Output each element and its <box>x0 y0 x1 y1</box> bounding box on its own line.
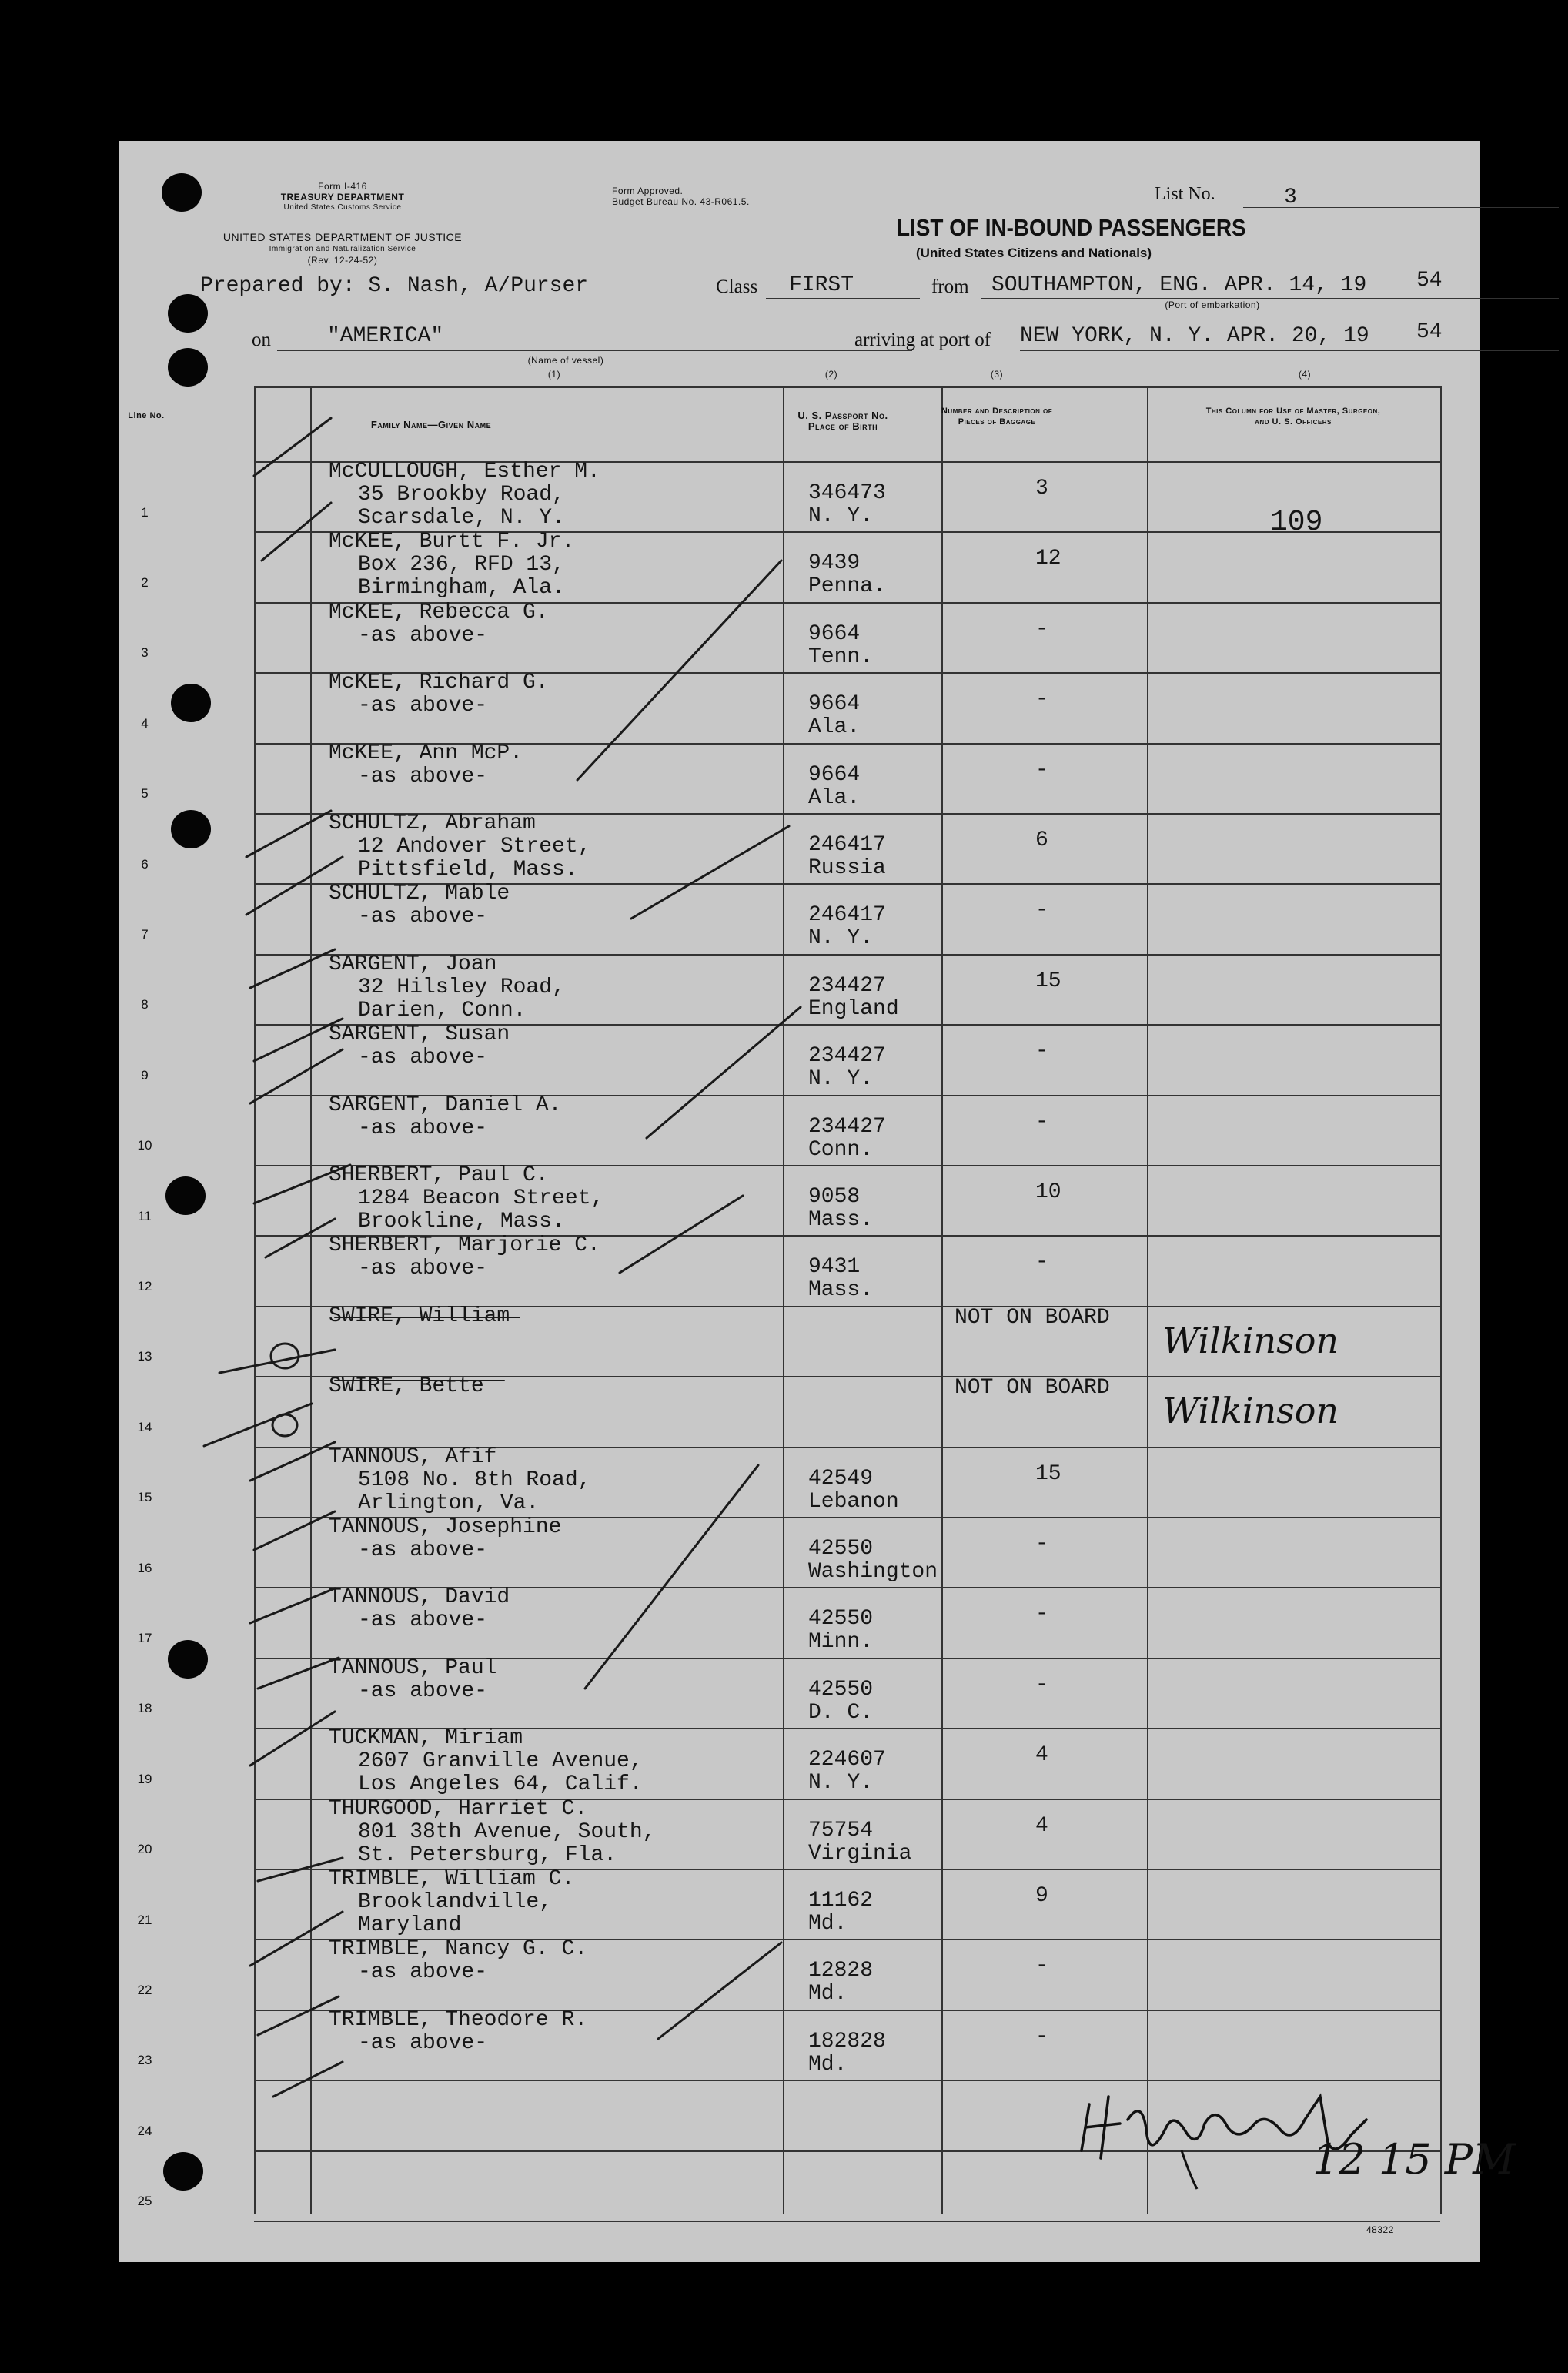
check-mark <box>631 826 789 919</box>
line-number: 22 <box>137 1983 152 1998</box>
check-mark <box>577 561 781 780</box>
place-of-birth: N. Y. <box>808 926 874 951</box>
line-number: 9 <box>141 1067 149 1083</box>
passenger-address: 2607 Granville Avenue, <box>358 1749 643 1774</box>
form-revision: (Rev. 12-24-52) <box>307 255 378 266</box>
document-page <box>119 141 1516 2262</box>
check-mark <box>250 949 335 988</box>
place-of-birth: Penna. <box>808 574 886 599</box>
passenger-address: -as above- <box>358 905 488 929</box>
line-number: 16 <box>137 1560 152 1575</box>
check-mark <box>585 1465 758 1689</box>
check-mark <box>647 1007 801 1138</box>
passenger-name: TUCKMAN, Miriam <box>329 1726 523 1751</box>
passport-number: 75754 <box>808 1818 874 1843</box>
baggage-count: - <box>1035 899 1048 923</box>
place-of-birth: Lebanon <box>808 1489 899 1514</box>
baggage-count: 6 <box>1035 828 1048 852</box>
baggage-count: NOT ON BOARD <box>955 1376 1110 1401</box>
form-subtitle: (United States Citizens and Nationals) <box>916 246 1152 260</box>
passport-number: 11162 <box>808 1889 874 1913</box>
punch-hole <box>165 1176 206 1215</box>
baggage-count: - <box>1035 2024 1048 2049</box>
place-of-birth: Md. <box>808 2052 848 2077</box>
col-num-1: (1) <box>547 369 561 380</box>
passenger-address: -as above- <box>358 694 488 718</box>
passenger-address: Darien, Conn. <box>358 998 527 1022</box>
place-of-birth: Washington <box>808 1560 938 1584</box>
col-num-3: (3) <box>990 369 1004 380</box>
check-mark <box>254 1165 350 1203</box>
passport-number: 9664 <box>808 762 861 787</box>
passenger-name: TANNOUS, Josephine <box>329 1515 562 1539</box>
line-number: 11 <box>138 1208 152 1223</box>
baggage-count: - <box>1035 1954 1048 1979</box>
baggage-count: - <box>1035 1602 1048 1627</box>
line-number: 10 <box>137 1138 152 1153</box>
punch-hole <box>162 173 202 212</box>
passenger-address: -as above- <box>358 1538 488 1562</box>
passenger-address: Brooklandville, <box>358 1890 553 1914</box>
check-mark <box>250 1049 343 1103</box>
line-number: 25 <box>137 2194 152 2209</box>
baggage-count: 9 <box>1035 1884 1048 1908</box>
line-number: 15 <box>137 1490 152 1505</box>
check-mark <box>258 1658 339 1689</box>
passport-number: 9439 <box>808 551 861 576</box>
baggage-count: 15 <box>1035 969 1061 993</box>
passenger-address: 5108 No. 8th Road, <box>358 1468 591 1492</box>
passenger-address: -as above- <box>358 1960 488 1985</box>
passenger-address: Pittsfield, Mass. <box>358 858 578 882</box>
passport-number: 12828 <box>808 1959 874 1983</box>
passenger-address: 32 Hilsley Road, <box>358 975 565 999</box>
check-mark <box>250 1912 343 1966</box>
vessel-name: "AMERICA" <box>327 324 444 348</box>
passenger-address: Scarsdale, N. Y. <box>358 506 565 530</box>
line-number: 12 <box>137 1279 152 1294</box>
line-number: 14 <box>137 1419 152 1434</box>
passenger-name: McKEE, Rebecca G. <box>329 600 549 624</box>
time-stamp: 12 15 PM <box>1312 2135 1516 2184</box>
passenger-name: SHERBERT, Paul C. <box>329 1163 549 1187</box>
form-number: Form I-416 <box>318 181 367 192</box>
passenger-address: Box 236, RFD 13, <box>358 553 565 577</box>
check-mark <box>254 418 331 476</box>
passenger-address: -as above- <box>358 764 488 788</box>
check-mark <box>620 1196 743 1273</box>
check-mark <box>258 1858 343 1881</box>
line-number: 20 <box>137 1842 152 1857</box>
passport-number: 234427 <box>808 1114 886 1139</box>
on-label: on <box>252 330 271 350</box>
passenger-address: 12 Andover Street, <box>358 835 591 858</box>
passenger-address: -as above- <box>358 2030 488 2055</box>
passenger-address: St. Petersburg, Fla. <box>358 1843 617 1867</box>
passport-number: 346473 <box>808 481 886 505</box>
passport-number: 9664 <box>808 692 861 717</box>
place-of-birth: Mass. <box>808 1208 874 1232</box>
from-value: SOUTHAMPTON, ENG. APR. 14, 19 <box>991 273 1367 297</box>
check-mark <box>246 857 343 915</box>
col-num-4: (4) <box>1298 369 1312 380</box>
circle-mark <box>272 1414 297 1436</box>
passenger-name: TANNOUS, Paul <box>329 1655 497 1680</box>
col-num-2: (2) <box>824 369 838 380</box>
passport-number: 9058 <box>808 1185 861 1209</box>
passenger-address: Arlington, Va. <box>358 1491 540 1515</box>
baggage-count: - <box>1035 688 1048 712</box>
from-label: from <box>931 276 969 297</box>
check-mark <box>254 1511 335 1550</box>
line-number: 18 <box>137 1701 152 1716</box>
check-mark <box>266 1219 335 1257</box>
place-of-birth: Md. <box>808 1912 848 1936</box>
place-of-birth: N. Y. <box>808 1067 874 1092</box>
col-header-name: Family Name—Given Name <box>370 419 492 430</box>
passenger-name: TRIMBLE, William C. <box>329 1867 575 1891</box>
justice-dept: UNITED STATES DEPARTMENT OF JUSTICE <box>222 231 463 243</box>
class-value: FIRST <box>789 273 854 297</box>
col-header-baggage: Number and Description of Pieces of Baggage <box>941 407 1053 427</box>
list-no-label: List No. <box>1155 184 1215 204</box>
budget-bureau: Budget Bureau No. 43-R061.5. <box>612 196 750 207</box>
passenger-name: THURGOOD, Harriet C. <box>329 1796 588 1821</box>
baggage-count: 10 <box>1035 1180 1061 1204</box>
passenger-name: McKEE, Burtt F. Jr. <box>329 530 575 554</box>
col-header-passport: U. S. Passport No. Place of Birth <box>797 410 888 432</box>
place-of-birth: N. Y. <box>808 1771 874 1796</box>
arrival-year: 54 <box>1416 320 1443 344</box>
officer-note: Wilkinson <box>1162 1390 1339 1432</box>
check-mark <box>250 1588 335 1623</box>
place-of-birth: Minn. <box>808 1630 874 1655</box>
passport-number: 9664 <box>808 621 861 646</box>
customs-service: United States Customs Service <box>283 203 402 212</box>
punch-hole <box>171 810 211 848</box>
punch-hole <box>163 2152 203 2191</box>
baggage-count: 4 <box>1035 1813 1048 1838</box>
baggage-count: - <box>1035 617 1048 641</box>
passenger-name: McCULLOUGH, Esther M. <box>329 460 600 484</box>
passport-number: 234427 <box>808 973 886 998</box>
check-mark <box>204 1404 312 1446</box>
passenger-address: Brookline, Mass. <box>358 1210 565 1233</box>
baggage-count: 15 <box>1035 1461 1061 1486</box>
passenger-name: TRIMBLE, Nancy G. C. <box>329 1937 588 1962</box>
check-mark <box>262 503 331 561</box>
place-of-birth: Tenn. <box>808 644 874 669</box>
place-of-birth: Russia <box>808 856 886 880</box>
passenger-address: -as above- <box>358 1679 488 1703</box>
passenger-address: -as above- <box>358 1116 488 1140</box>
form-approved: Form Approved. <box>612 186 684 196</box>
passenger-address: 801 38th Avenue, South, <box>358 1819 656 1844</box>
passport-number: 42550 <box>808 1537 874 1561</box>
passport-number: 224607 <box>808 1748 886 1772</box>
passenger-address: Maryland <box>358 1913 462 1937</box>
line-number: 3 <box>141 645 149 661</box>
passenger-name: TRIMBLE, Theodore R. <box>329 2007 588 2032</box>
form-title: LIST OF IN-BOUND PASSENGERS <box>897 214 1246 241</box>
passenger-name: SWIRE, William <box>329 1304 510 1328</box>
passenger-address: 1284 Beacon Street, <box>358 1186 604 1210</box>
ins-service: Immigration and Naturalization Service <box>269 245 416 253</box>
baggage-count: - <box>1035 1250 1048 1275</box>
place-of-birth: England <box>808 996 899 1021</box>
arrival-value: NEW YORK, N. Y. APR. 20, 19 <box>1020 324 1369 348</box>
place-of-birth: Md. <box>808 1982 848 2007</box>
check-mark <box>219 1350 335 1373</box>
check-mark <box>250 1442 335 1481</box>
arriving-label: arriving at port of <box>854 330 991 350</box>
punch-hole <box>168 294 208 333</box>
baggage-count: 12 <box>1035 547 1061 571</box>
place-of-birth: Ala. <box>808 715 861 740</box>
passenger-address: -as above- <box>358 1608 488 1633</box>
place-of-birth: D. C. <box>808 1700 874 1725</box>
passenger-name: SWIRE, Bette <box>329 1374 484 1399</box>
baggage-count: - <box>1035 1110 1048 1134</box>
pencil-marks <box>119 141 1480 2262</box>
line-number: 23 <box>137 2053 152 2068</box>
col-header-line: Line No. <box>128 411 165 420</box>
line-number: 7 <box>141 927 149 942</box>
passenger-name: McKEE, Richard G. <box>329 671 549 695</box>
line-number: 13 <box>137 1349 152 1364</box>
from-year: 54 <box>1416 269 1443 293</box>
line-number: 6 <box>141 856 149 872</box>
embark-caption: (Port of embarkation) <box>1165 300 1260 310</box>
footer-form-number: 48322 <box>1366 2224 1394 2235</box>
punch-hole <box>168 348 208 387</box>
officer-note: 109 <box>1270 506 1323 539</box>
passenger-address: Los Angeles 64, Calif. <box>358 1772 643 1797</box>
place-of-birth: N. Y. <box>808 504 874 528</box>
baggage-count: - <box>1035 1532 1048 1556</box>
passenger-name: TANNOUS, Afif <box>329 1444 497 1469</box>
passenger-address: -as above- <box>358 623 488 648</box>
passport-number: 246417 <box>808 903 886 928</box>
passenger-name: SCHULTZ, Mable <box>329 882 510 906</box>
place-of-birth: Mass. <box>808 1278 874 1303</box>
baggage-count: - <box>1035 758 1048 782</box>
prepared-by: Prepared by: S. Nash, A/Purser <box>200 274 589 298</box>
line-number: 5 <box>141 786 149 802</box>
passport-number: 42550 <box>808 1607 874 1632</box>
passport-number: 182828 <box>808 2029 886 2053</box>
place-of-birth: Conn. <box>808 1137 874 1162</box>
punch-hole <box>171 684 211 722</box>
line-number: 1 <box>141 504 149 520</box>
passenger-name: SHERBERT, Marjorie C. <box>329 1233 600 1258</box>
officer-note: Wilkinson <box>1162 1319 1339 1361</box>
line-number: 8 <box>141 997 149 1012</box>
check-mark <box>258 1996 339 2035</box>
baggage-count: - <box>1035 1672 1048 1697</box>
check-mark <box>273 2062 343 2097</box>
check-mark <box>246 811 331 857</box>
circle-mark <box>271 1344 299 1368</box>
baggage-count: 3 <box>1035 477 1048 500</box>
check-mark <box>658 1943 781 2039</box>
passenger-address: -as above- <box>358 1046 488 1070</box>
place-of-birth: Ala. <box>808 785 861 810</box>
passenger-address: Birmingham, Ala. <box>358 576 565 601</box>
class-label: Class <box>716 276 758 297</box>
passenger-name: SARGENT, Joan <box>329 952 497 976</box>
passport-number: 42549 <box>808 1466 874 1491</box>
passenger-name: SARGENT, Susan <box>329 1022 510 1047</box>
line-number: 17 <box>137 1631 152 1646</box>
line-number: 24 <box>137 2123 152 2138</box>
line-number: 19 <box>137 1771 152 1786</box>
passport-number: 42550 <box>808 1677 874 1702</box>
line-number: 4 <box>141 715 149 731</box>
place-of-birth: Virginia <box>808 1841 912 1866</box>
punch-hole <box>168 1640 208 1679</box>
line-number: 2 <box>141 575 149 591</box>
treasury-dept: TREASURY DEPARTMENT <box>280 192 405 202</box>
line-number: 21 <box>137 1912 152 1927</box>
baggage-count: 4 <box>1035 1743 1048 1768</box>
passport-number: 246417 <box>808 833 886 857</box>
passenger-address: 35 Brookby Road, <box>358 483 565 507</box>
check-mark <box>254 1019 343 1061</box>
passport-number: 234427 <box>808 1044 886 1069</box>
passenger-name: SARGENT, Daniel A. <box>329 1093 562 1117</box>
passenger-name: TANNOUS, David <box>329 1585 510 1610</box>
baggage-count: - <box>1035 1039 1048 1064</box>
passenger-name: McKEE, Ann McP. <box>329 741 523 765</box>
list-no-value: 3 <box>1284 186 1297 209</box>
passport-number: 9431 <box>808 1255 861 1280</box>
check-mark <box>250 1712 335 1766</box>
col-header-officers: This Column for Use of Master, Surgeon, and U. S. Officers <box>1205 407 1381 427</box>
passenger-address: -as above- <box>358 1257 488 1281</box>
vessel-caption: (Name of vessel) <box>527 355 604 366</box>
passenger-name: SCHULTZ, Abraham <box>329 812 536 835</box>
baggage-count: NOT ON BOARD <box>955 1305 1110 1330</box>
